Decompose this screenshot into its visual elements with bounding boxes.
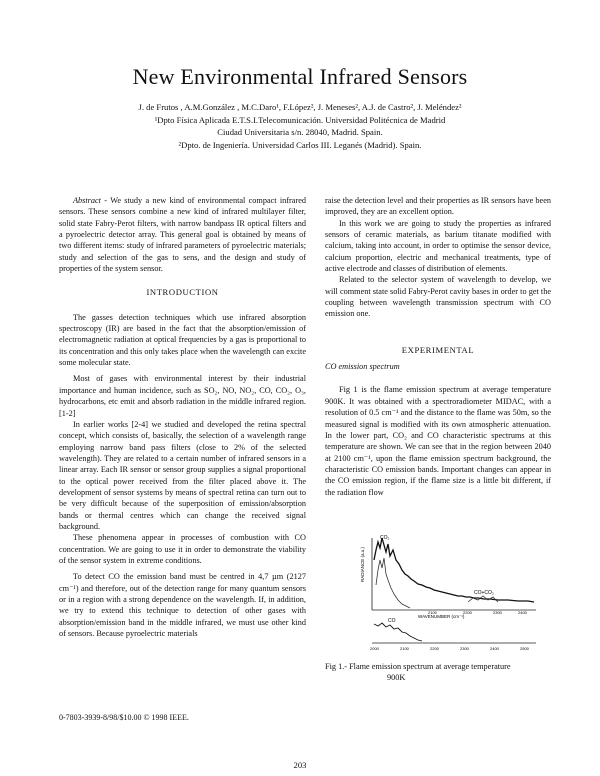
affiliation-1-address: Ciudad Universitaria s/n. 28040, Madrid. Spain. — [217, 127, 383, 137]
figure-caption — [325, 661, 551, 684]
abstract-label: Abstract — [73, 196, 101, 205]
introduction-heading: INTRODUCTION — [146, 287, 219, 298]
x-tick-lower-2: 2100 — [400, 646, 409, 651]
x-tick-lower-4: 2300 — [460, 646, 469, 651]
right-paragraph-3: Related to the selector system of wavelength to develop, we will comment state solid Fabry-Perot cavity bases in order to get the coupling between wavelength transmission spectrum with CO emission one. — [325, 275, 551, 319]
x-tick-upper-4: 2400 — [518, 610, 527, 615]
co-emission-subheading: CO emission spectrum — [325, 362, 400, 372]
experimental-heading: EXPERIMENTAL — [401, 344, 475, 355]
x-tick-upper-1: 2100 — [428, 610, 437, 615]
co-label: CO — [388, 618, 396, 624]
intro-paragraph-3: In earlier works [2-4] we studied and developed the retina spectral concept, which consists of, basically, the selection of a wavelength range employing narrow band pass filters (close to 2% of the selected wavelength). They are related to a certain number of infrared sensors in a linear array. Each IR sensor or sensor group supplies a signal proportional to the optical power received from the filter placed above it. The development of sensor systems by means of spectral retina can turn out to be very difficult because of the superposition of emission/absorption bands or thermal centres which can change the received signal background. — [59, 419, 306, 531]
co-trace — [374, 623, 422, 641]
intro-paragraph-2: Most of gases with environmental interest by their industrial importance and human incidence, such as SO₂, NO, NO₂, CO, CO₂, O₃, hydrocarbons, etc emit and absorb radiation in the middle infrared region. [1-2] — [59, 374, 306, 418]
intro-paragraph-5: To detect CO the emission band must be centred in 4,7 µm (2127 cm⁻¹) and therefore, out of the detection range for many quantum sensors or in a region with a strong dependence on the wavelength. If, in addition, we try to extend this technique to detection of other gases with absorption/emission band in the middle infrared, we must use other kind of sensors. Because pyroelectric materials — [59, 572, 306, 639]
figure-xlabel: WAVENUMBER (cm⁻¹) — [418, 614, 465, 619]
author-names: J. de Frutos , A.M.González , M.C.Daro¹, F.López², J. Meneses², A.J. de Castro², J. Meléndez² — [138, 102, 462, 112]
x-tick-lower-1: 2000 — [370, 646, 379, 651]
right-paragraph-2: In this work we are going to study the properties as infrared sensors of ceramic materials, as barium titanate modified with calcium, taking into account, in order to optimise the sensor device, calcium proportion, electric and mechanical treatments, type of active electrode and classes of distribution of elements. — [325, 218, 551, 274]
co2-label: CO₂ — [380, 535, 390, 541]
co2-trace — [376, 558, 410, 608]
spacer — [325, 372, 551, 384]
experimental-paragraph: Fig 1 is the flame emission spectrum at average temperature 900K. It was obtained with a spectroradiometer MIDAC, with a resolution of 0.5 cm⁻¹ and the distance to the flame was 50m, so the measured signal is modified with its own atmospheric attenuation. In the lower part, CO₂ and CO characteristic spectrums at this temperature are shown. We can see that in the region between 2040 at 2100 cm⁻¹, upon the flame emission spectrum background, the characteristic CO emission bands. Important changes can appear in the CO emission region, if the flame size is a little bit different, if the radiation flow — [325, 385, 551, 497]
x-tick-lower-5: 2400 — [490, 646, 499, 651]
abstract-text: - We study a new kind of environmental compact infrared sensors. These sensors combine a new kind of infrared multilayer filter, solid state Fabry-Perot filters, with narrow bandpass IR optical filters and a pyroelectric detector array. This general goal is obtained by means of two different items: study of infrared parameters of pyroelectric materials; study and selection of the gas to sens, and the design and study of properties of the system sensor. — [59, 196, 306, 274]
flame-spectrum-trace — [374, 538, 534, 602]
intro-paragraph-1: The gasses detection techniques which use infrared absorption spectroscopy (IR) are based in the fact that the absorption/emission of electromagnetic radiation at optical frequencies by a gas is proportional to its concentration and this only takes place when the wavelength can excite some molecular state. — [59, 312, 306, 368]
x-tick-lower-6: 2500 — [520, 646, 529, 651]
co-co2-label: CO+CO₂ — [474, 590, 494, 596]
author-block — [60, 101, 540, 151]
left-column — [59, 195, 306, 639]
figure-1 — [358, 530, 543, 658]
affiliation-2: ²Dpto. de Ingeniería. Universidad Carlos III. Leganés (Madrid). Spain. — [178, 139, 422, 150]
x-tick-upper-2: 2200 — [463, 610, 472, 615]
spacer — [59, 299, 306, 312]
abstract-paragraph — [59, 195, 306, 274]
paper-title: New Environmental Infrared Sensors — [132, 64, 468, 89]
copyright-notice: 0-7803-3939-8/98/$10.00 © 1998 IEEE. — [59, 713, 189, 722]
spacer — [325, 320, 551, 345]
flame-spectrum-figure — [358, 530, 543, 658]
x-tick-lower-3: 2200 — [430, 646, 439, 651]
figure-caption-line-2: 900K — [387, 673, 406, 683]
affiliation-1: ¹Dpto Física Aplicada E.T.S.I.Telecomunicación. Universidad Politécnica de Madrid — [154, 114, 446, 125]
x-tick-upper-3: 2300 — [493, 610, 502, 615]
right-column — [325, 195, 551, 498]
figure-caption-line-1: Fig 1.- Flame emission spectrum at average temperature — [325, 662, 511, 671]
intro-paragraph-4: These phenomena appear in processes of combustion with CO concentration. We are going to use it in order to demonstrate the viability of the sensor system in extreme conditions. — [59, 533, 306, 565]
figure-ylabel: RADIANCE (a.u.) — [360, 546, 365, 582]
spacer — [59, 274, 306, 287]
page-number: 203 — [293, 760, 307, 770]
right-paragraph-1: raise the detection level and their properties as IR sensors have been improved, they are an excellent option. — [325, 196, 551, 217]
